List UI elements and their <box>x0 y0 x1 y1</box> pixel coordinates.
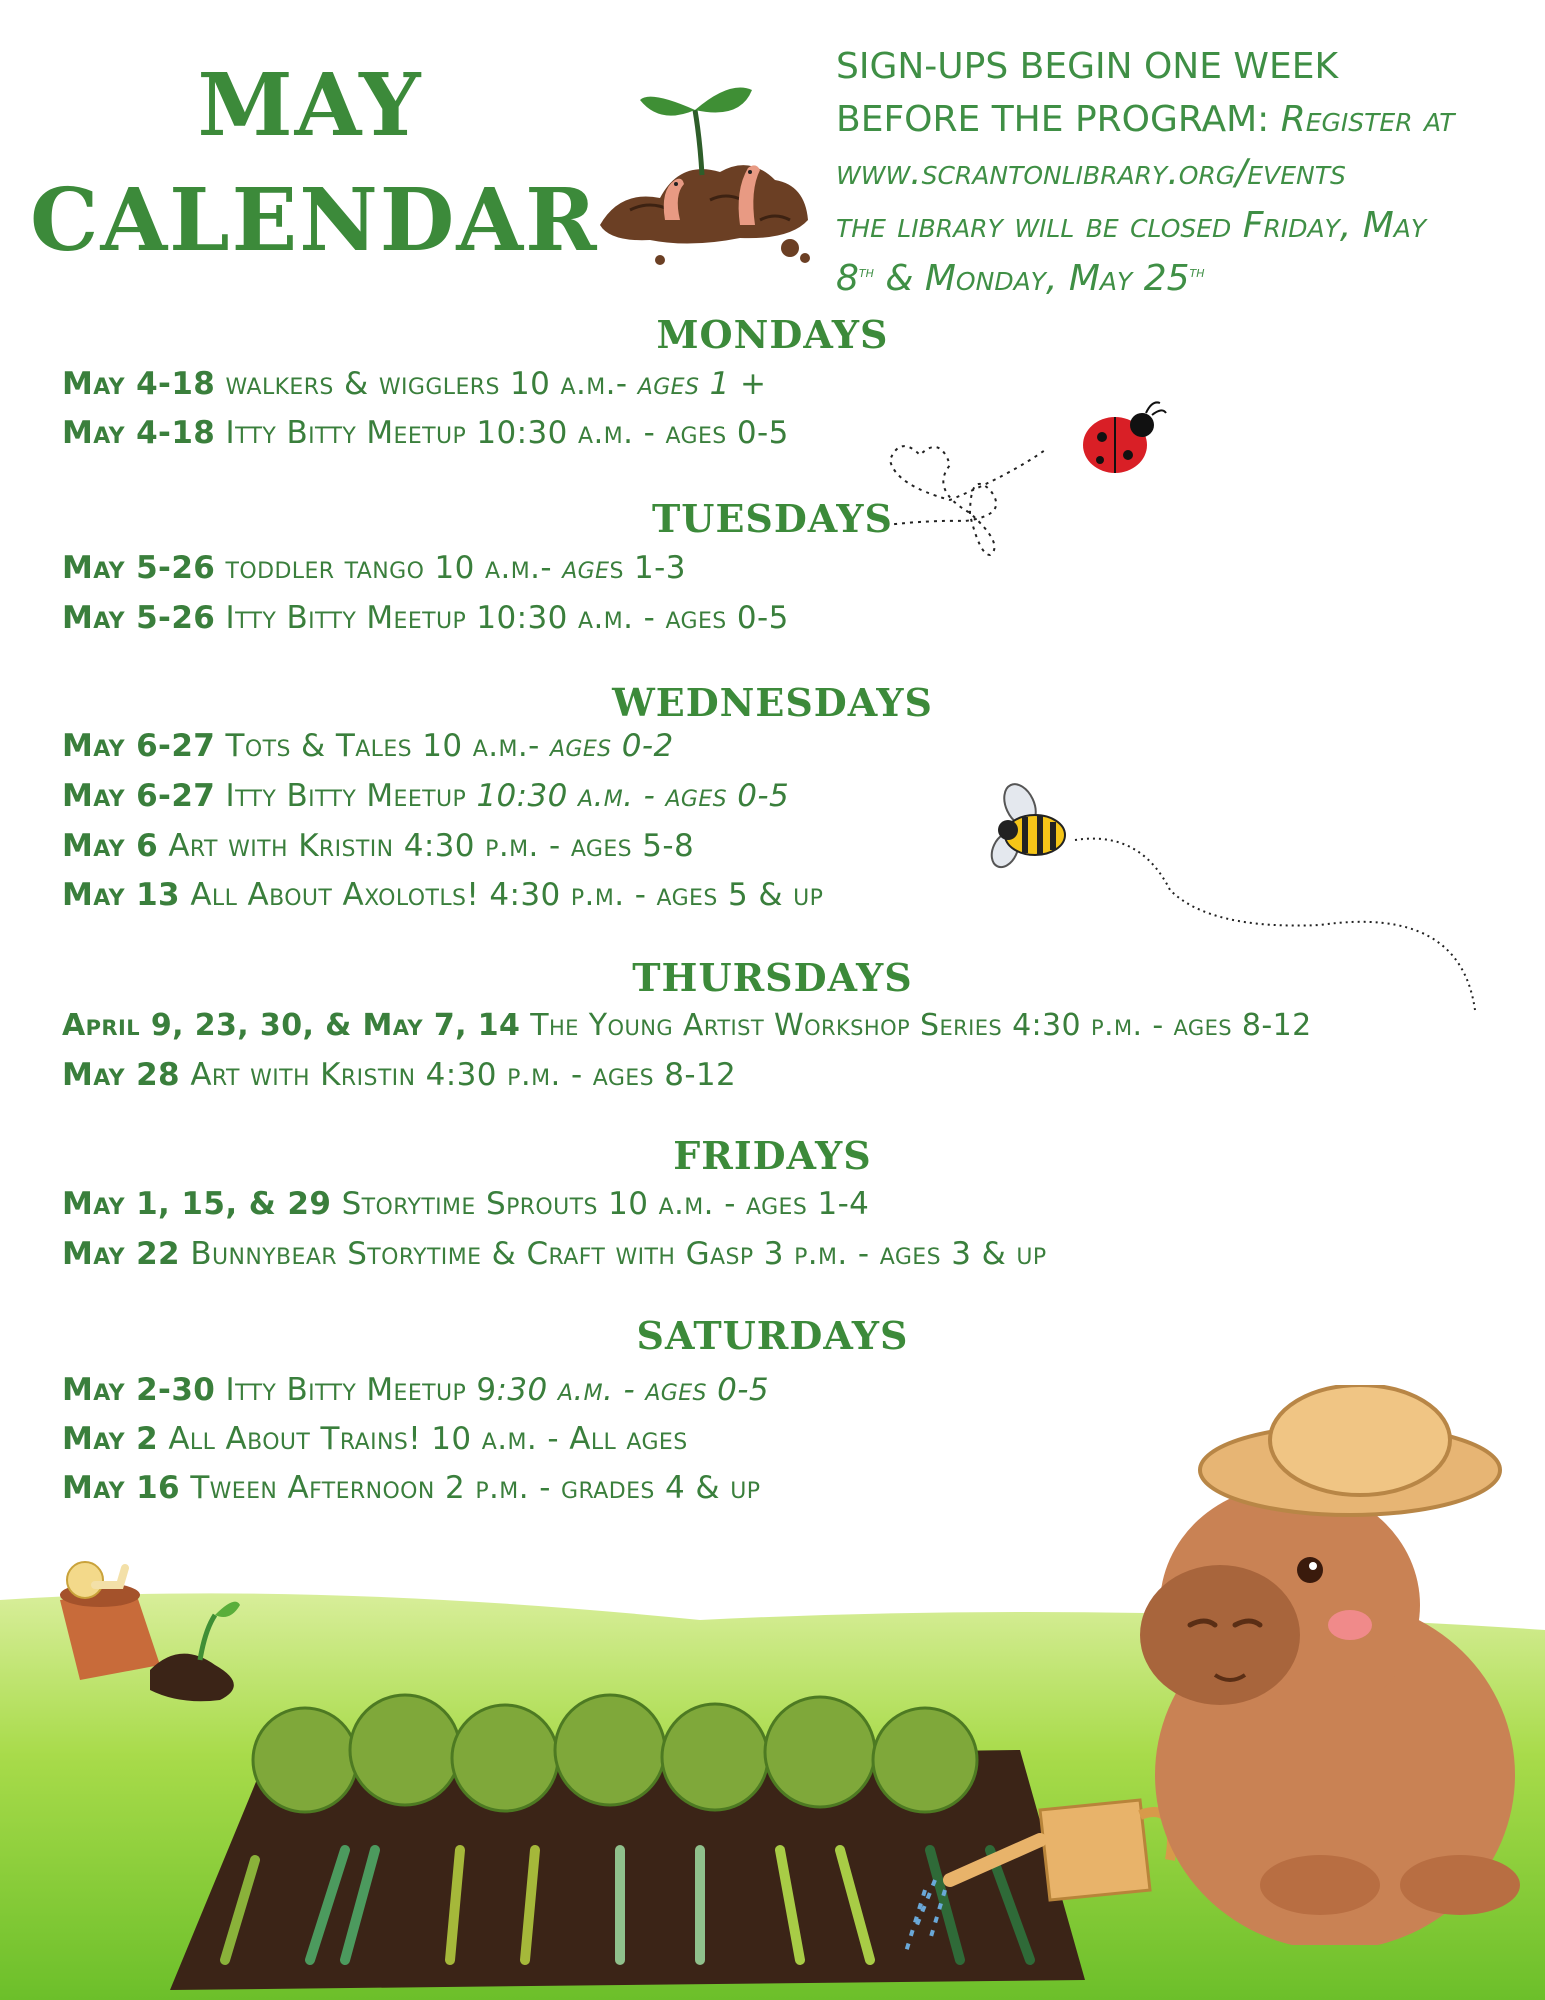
sprout-worms-illustration <box>590 80 820 270</box>
list-item: May 16 Tween Afternoon 2 p.m. - grades 4 & up <box>62 1470 761 1506</box>
list-item: May 22 Bunnybear Storytime & Craft with Gasp 3 p.m. - ages 3 & up <box>62 1236 1047 1272</box>
library-events-url[interactable]: www.scrantonlibrary.org/events <box>836 152 1346 193</box>
list-item: April 9, 23, 30, & May 7, 14 The Young Artist Workshop Series 4:30 p.m. - ages 8-12 <box>62 1008 1312 1043</box>
list-item: May 13 All About Axolotls! 4:30 p.m. - ages 5 & up <box>62 877 824 913</box>
notice-line-1: SIGN-UPS BEGIN ONE WEEK <box>836 46 1339 87</box>
list-item: May 5-26 toddler tango 10 a.m.- ages 1-3 <box>62 550 686 586</box>
notice-program-text: BEFORE THE PROGRAM: <box>836 99 1270 140</box>
list-item: May 28 Art with Kristin 4:30 p.m. - ages 8-12 <box>62 1057 737 1093</box>
title-may: MAY <box>197 55 423 156</box>
capybara-gardener-illustration <box>1120 1385 1540 1945</box>
list-item: May 4-18 Itty Bitty Meetup 10:30 a.m. - ages 0-5 <box>62 415 789 451</box>
list-item: May 4-18 walkers & wigglers 10 a.m.- ages 1 + <box>62 366 767 402</box>
registration-notice <box>836 40 1526 305</box>
title-calendar: CALENDAR <box>30 170 599 271</box>
heading-thursdays: THURSDAYS <box>632 955 913 1000</box>
list-item: May 1, 15, & 29 Storytime Sprouts 10 a.m. - ages 1-4 <box>62 1186 870 1222</box>
heading-fridays: FRIDAYS <box>673 1133 872 1178</box>
heading-tuesdays: TUESDAYS <box>652 496 893 541</box>
notice-line-2 <box>836 93 1526 146</box>
list-item: May 2-30 Itty Bitty Meetup 9:30 a.m. - ages 0-5 <box>62 1372 769 1408</box>
notice-register-text: Register at <box>1280 99 1455 140</box>
heading-wednesdays: WEDNESDAYS <box>612 680 933 725</box>
list-item: May 6 Art with Kristin 4:30 p.m. - ages 5-8 <box>62 828 695 864</box>
list-item: May 5-26 Itty Bitty Meetup 10:30 a.m. - ages 0-5 <box>62 600 789 636</box>
list-item: May 2 All About Trains! 10 a.m. - All ages <box>62 1421 688 1457</box>
notice-closure-line: the library will be closed Friday, May <box>836 205 1427 246</box>
list-item: May 6-27 Itty Bitty Meetup 10:30 a.m. - ages 0-5 <box>62 778 790 814</box>
heading-saturdays: SATURDAYS <box>636 1313 909 1358</box>
list-item: May 6-27 Tots & Tales 10 a.m.- ages 0-2 <box>62 728 674 764</box>
heading-mondays: MONDAYS <box>656 312 889 357</box>
notice-closure-dates: 8th & Monday, May 25th <box>836 258 1205 299</box>
